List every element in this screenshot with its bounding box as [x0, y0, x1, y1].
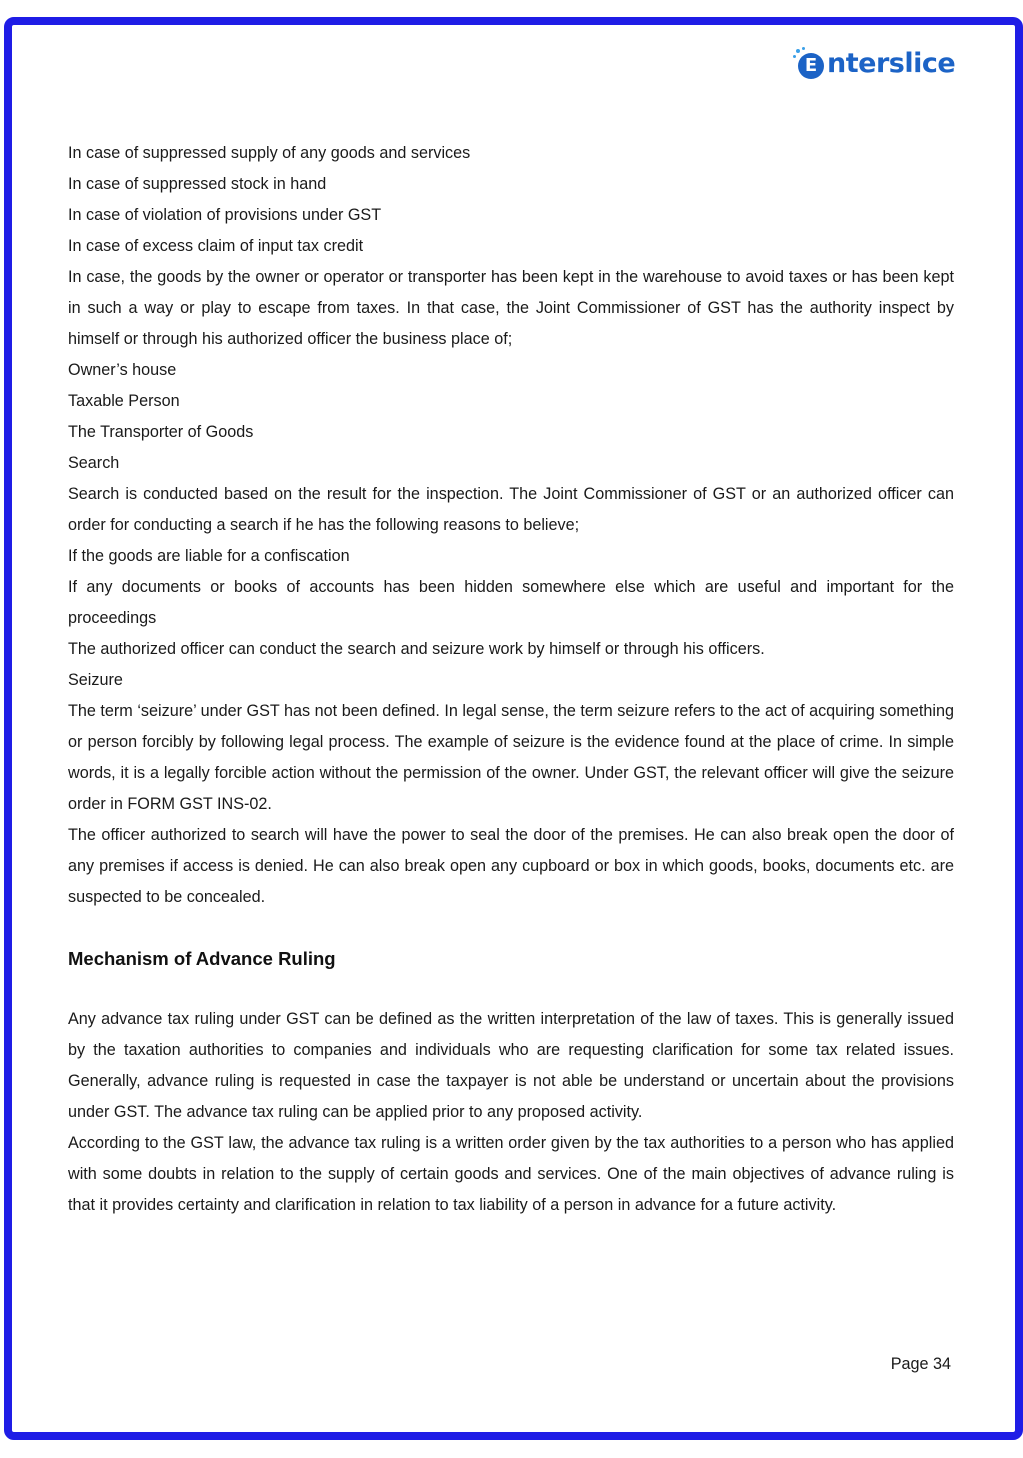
- logo-mark-icon: [796, 49, 826, 79]
- text-line: Taxable Person: [68, 392, 180, 410]
- paragraph-officer-powers: The officer authorized to search will have the power to seal the door of the premises. He can also break open the door of any premises if access is denied. He can also break open any cupboard or box in which goods, books, documents etc. are suspected to be concealed.: [68, 826, 954, 906]
- text-line: In case of violation of provisions under GST: [68, 206, 382, 224]
- paragraph-documents: If any documents or books of accounts has been hidden somewhere else which are useful and important for the proceedings: [68, 578, 954, 627]
- paragraph-advance-ruling-1: Any advance tax ruling under GST can be defined as the written interpretation of the law of taxes. This is generally issued by the taxation authorities to companies and individuals who are requesting clarification for some tax related issues. Generally, advance ruling is requested in case the taxpayer is not able be understand or uncertain about the provisions under GST. The advance tax ruling can be applied prior to any proposed activity.: [68, 1010, 954, 1121]
- text-line: In case of excess claim of input tax credit: [68, 237, 364, 255]
- section-label-seizure: Seizure: [68, 671, 123, 689]
- section-heading: Mechanism of Advance Ruling: [68, 948, 336, 969]
- text-line: The Transporter of Goods: [68, 423, 254, 441]
- section-label-search: Search: [68, 454, 120, 472]
- paragraph-inspection: In case, the goods by the owner or operator or transporter has been kept in the warehouse to avoid taxes or has been kept in such a way or play to escape from taxes. In that case, the Joint Commissioner of GST has the authority inspect by himself or through his authorized officer the business place of;: [68, 268, 954, 348]
- paragraph-search: Search is conducted based on the result for the inspection. The Joint Commissioner of GST or an authorized officer can order for conducting a search if he has the following reasons to believe;: [68, 485, 954, 534]
- enterslice-logo: [796, 44, 955, 84]
- document-body: [68, 138, 954, 1221]
- text-line: If the goods are liable for a confiscation: [68, 547, 350, 565]
- paragraph-seizure: The term ‘seizure’ under GST has not been defined. In legal sense, the term seizure refers to the act of acquiring something or person forcibly by following legal process. The example of seizure is the evidence found at the place of crime. In simple words, it is a legally forcible action without the permission of the owner. Under GST, the relevant officer will give the seizure order in FORM GST INS-02.: [68, 702, 954, 813]
- text-line: Owner’s house: [68, 361, 177, 379]
- text-line: The authorized officer can conduct the search and seizure work by himself or through his officers.: [68, 640, 765, 658]
- logo-mark-letter: E: [804, 55, 818, 76]
- paragraph-advance-ruling-2: According to the GST law, the advance tax ruling is a written order given by the tax authorities to a person who has applied with some doubts in relation to the supply of certain goods and services. One of the main objectives of advance ruling is that it provides certainty and clarification in relation to tax liability of a person in advance for a future activity.: [68, 1134, 954, 1214]
- text-line: In case of suppressed stock in hand: [68, 175, 327, 193]
- logo-wordmark: nterslice: [827, 48, 956, 79]
- page-number: Page 34: [890, 1355, 951, 1373]
- text-line: In case of suppressed supply of any goods and services: [68, 144, 471, 162]
